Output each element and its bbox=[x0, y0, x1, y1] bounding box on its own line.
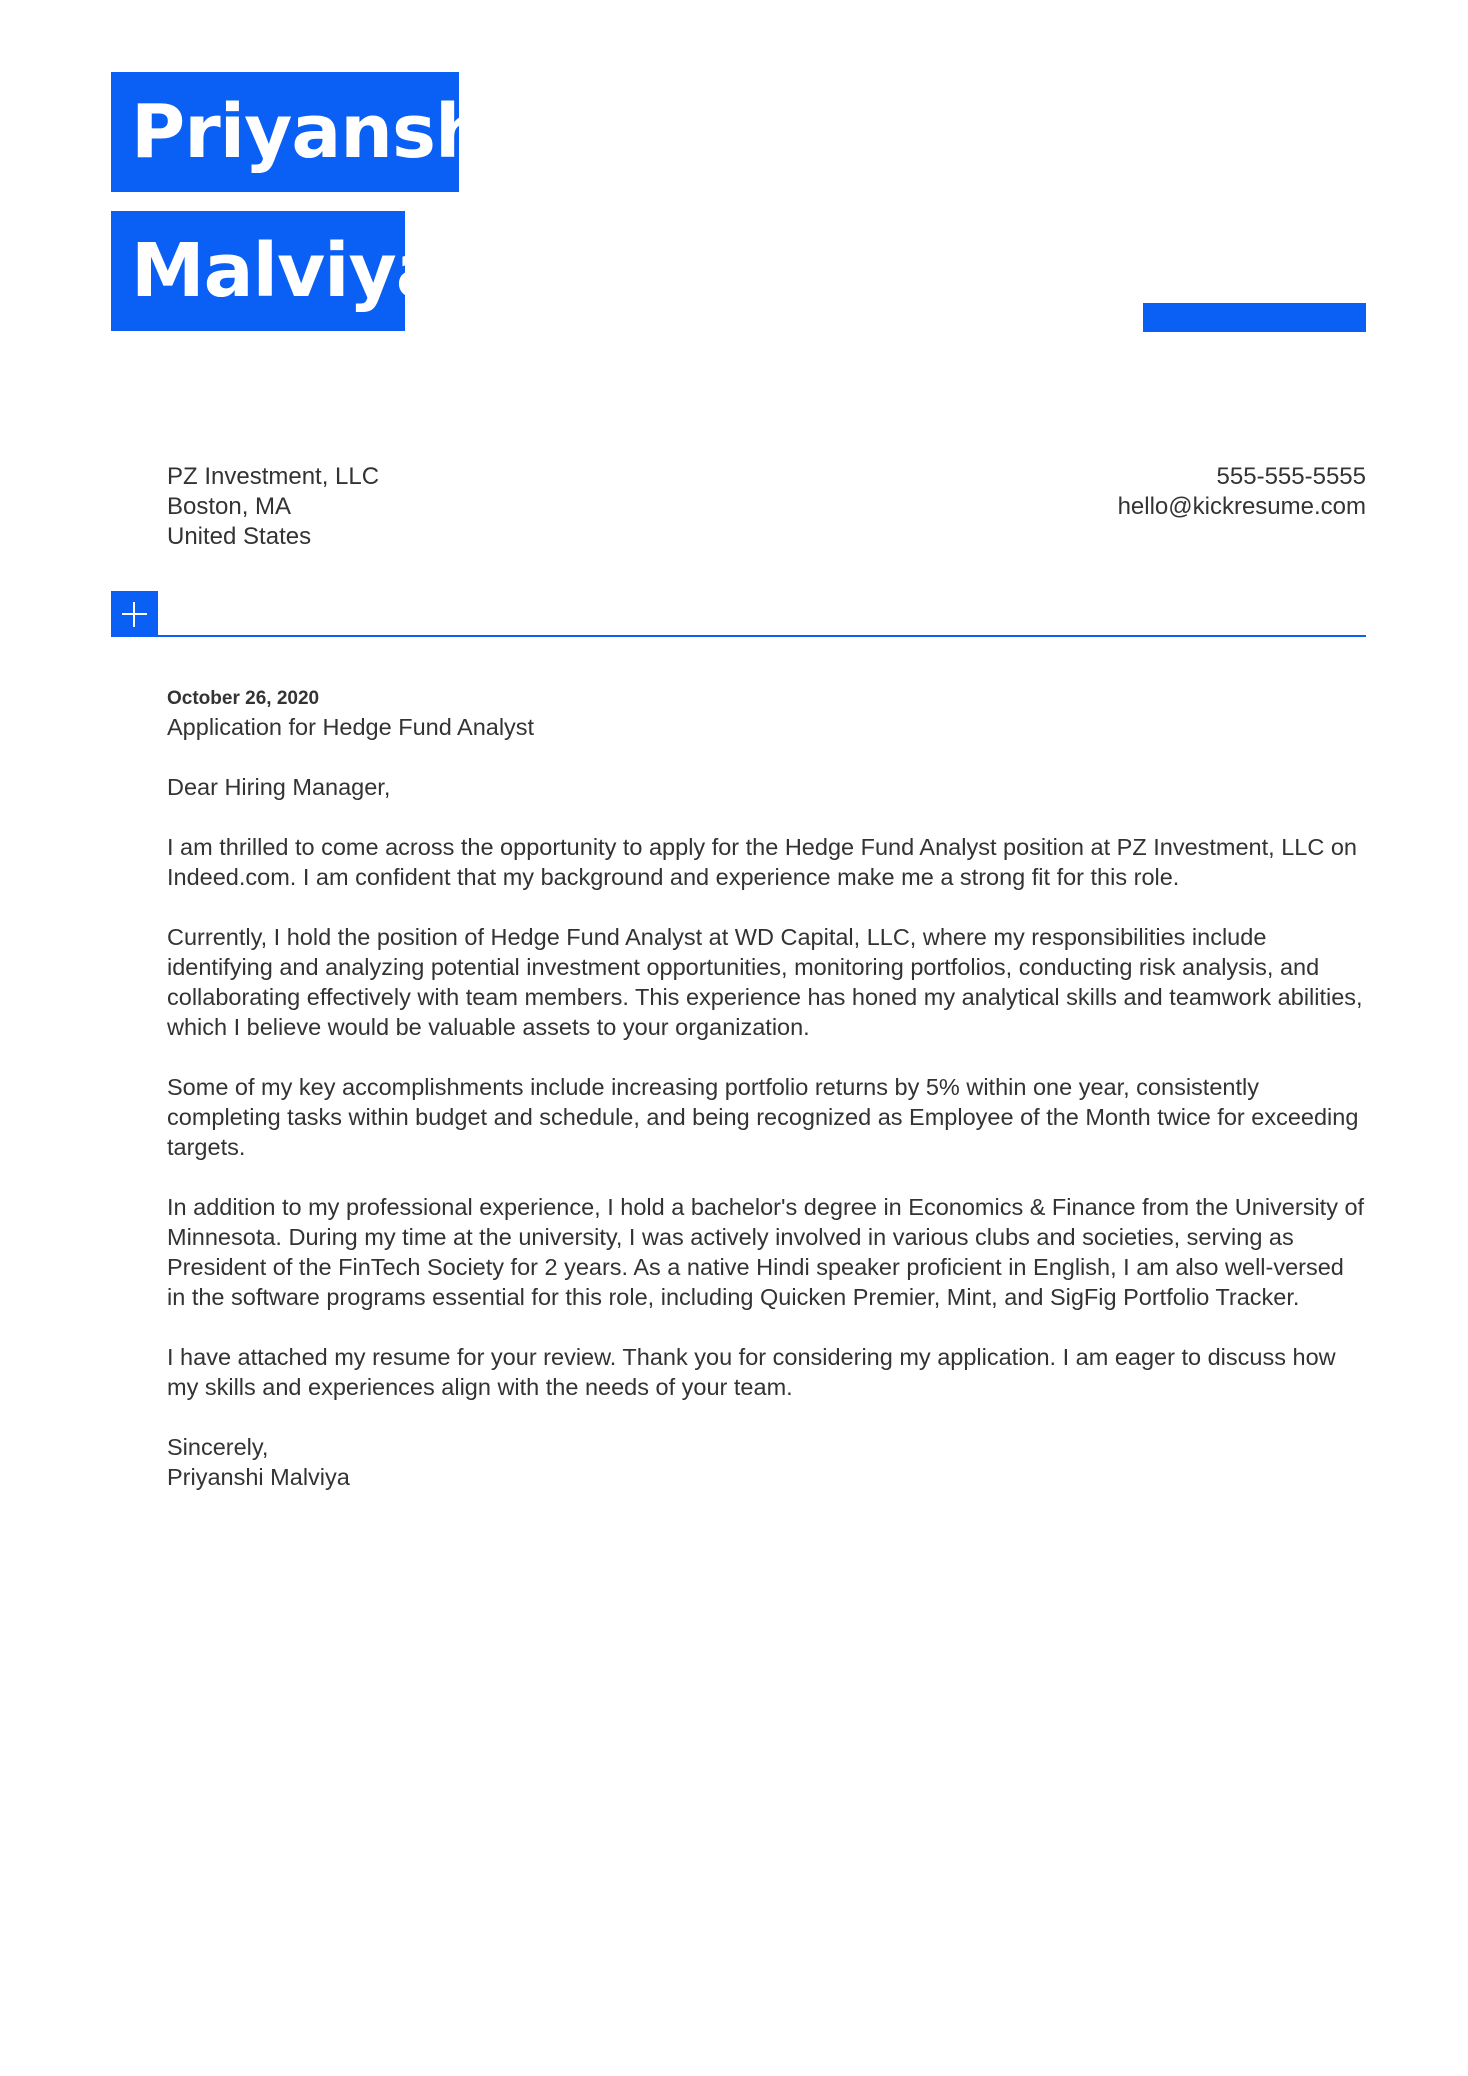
last-name: Malviya bbox=[111, 211, 405, 331]
letter-paragraph: Some of my key accomplishments include increasing portfolio returns by 5% within one year, consistently completing tasks within budget and schedule, and being recognized as Employee of the Month twice for exceeding targets. bbox=[167, 1074, 1359, 1160]
section-divider bbox=[111, 635, 1366, 637]
recipient-company: PZ Investment, LLC bbox=[167, 463, 380, 490]
letter-subject: Application for Hedge Fund Analyst bbox=[167, 714, 535, 740]
recipient-city: Boston, MA bbox=[167, 493, 292, 520]
letter-paragraph: I am thrilled to come across the opportunity to apply for the Hedge Fund Analyst position at PZ Investment, LLC on Indeed.com. I am confident that my background and experience make me a strong fit for this role. bbox=[167, 834, 1357, 890]
letter-paragraph: Currently, I hold the position of Hedge Fund Analyst at WD Capital, LLC, where my responsibilities include identifying and analyzing potential investment opportunities, monitoring portfolios, conducting risk analysis, and collaborating effectively with team members. This experience has honed my analytical skills and teamwork abilities, which I believe would be valuable assets to your organization. bbox=[167, 924, 1363, 1040]
plus-icon bbox=[111, 591, 158, 637]
contact-phone: 555-555-5555 bbox=[1216, 463, 1366, 490]
letter-paragraph: I have attached my resume for your review. Thank you for considering my application. I am eager to discuss how my skills and experiences align with the needs of your team. bbox=[167, 1344, 1336, 1400]
letter-greeting: Dear Hiring Manager, bbox=[167, 774, 391, 800]
letter-paragraph: In addition to my professional experience, I hold a bachelor's degree in Economics & Finance from the University of Minnesota. During my time at the university, I was actively involved in various clubs and societies, serving as President of the FinTech Society for 2 years. As a native Hindi speaker proficient in English, I am also well-versed in the software programs essential for this role, including Quicken Premier, Mint, and SigFig Portfolio Tracker. bbox=[167, 1194, 1365, 1310]
letter-body bbox=[167, 686, 1367, 1492]
letter-signature: Priyanshi Malviya bbox=[167, 1464, 350, 1490]
letter-closing: Sincerely, bbox=[167, 1434, 269, 1460]
recipient-country: United States bbox=[167, 523, 312, 550]
accent-bar bbox=[1143, 303, 1366, 332]
recipient-address bbox=[167, 462, 379, 552]
letter-date: October 26, 2020 bbox=[167, 688, 320, 709]
first-name: Priyanshi bbox=[111, 72, 459, 192]
contact-info bbox=[1118, 462, 1366, 522]
contact-email: hello@kickresume.com bbox=[1117, 493, 1366, 520]
